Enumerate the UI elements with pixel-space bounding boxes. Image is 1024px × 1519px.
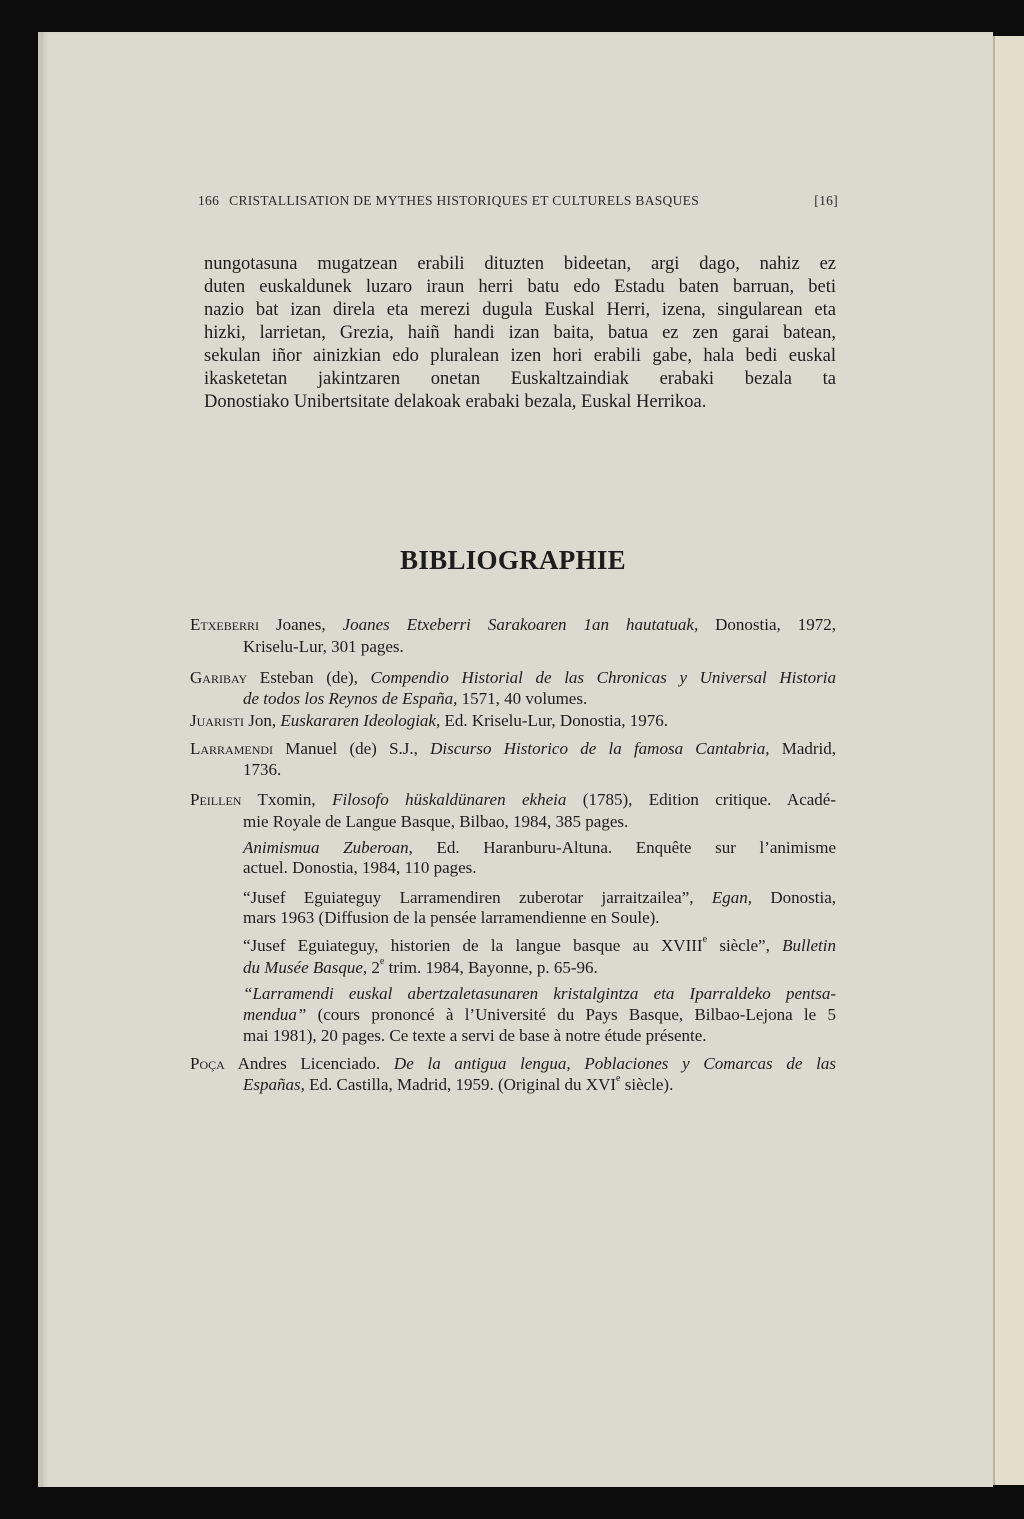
bibliography-line xyxy=(190,667,836,688)
section-number: [16] xyxy=(814,193,838,208)
bibliography-line xyxy=(190,614,836,635)
paragraph-line: nungotasuna mugatzean erabili dituzten bideetan, argi dago, nahiz ez xyxy=(204,254,836,274)
bibliography-line xyxy=(243,1004,836,1025)
next-page-edge xyxy=(993,36,1024,1485)
citation-text: Manuel (de) S.J., xyxy=(273,739,431,758)
citation-text: actuel. Donostia, 1984, 110 pages. xyxy=(243,858,477,877)
title-text: Bulletin xyxy=(782,936,836,955)
paragraph-line: nazio bat izan direla eta merezi dugula Euskal Herri, izena, singularean eta xyxy=(204,300,836,320)
author-name: Poça xyxy=(190,1054,225,1073)
citation-text: “Jusef Eguiateguy Larramendiren zuberotar jarraitzailea”, xyxy=(243,888,712,907)
title-text: Discurso Historico de la famosa Cantabria, xyxy=(430,739,770,758)
bibliography-line xyxy=(243,887,836,908)
paragraph-line: sekulan iñor ainizkian edo pluralean izen hori erabili gabe, hala bedi euskal xyxy=(204,346,836,366)
citation-text: Ed. Castilla, Madrid, 1959. (Original du XVI xyxy=(304,1075,617,1094)
bibliography-line xyxy=(243,957,836,978)
bibliography-line xyxy=(243,811,836,832)
citation-text: Donostia, 1972, xyxy=(698,615,836,634)
title-text: du Musée Basque, xyxy=(243,958,368,977)
paragraph-line: duten euskaldunek luzaro iraun herri batu edo Estadu baten barruan, beti xyxy=(204,277,836,297)
citation-text: (cours prononcé à l’Université du Pays Basque, Bilbao-Lejona le 5 xyxy=(306,1005,836,1024)
bibliography-line xyxy=(243,857,836,878)
title-text: mendua” xyxy=(243,1005,307,1024)
citation-text: siècle”, xyxy=(707,936,783,955)
title-text: Españas, xyxy=(243,1075,305,1094)
superscript: e xyxy=(616,1073,621,1084)
citation-text: “Jusef Eguiateguy, historien de la langue basque au XVIII xyxy=(243,936,703,955)
title-text: Egan, xyxy=(711,888,752,907)
title-text: Joanes Etxeberri Sarakoaren 1an hautatuak, xyxy=(342,615,699,634)
paragraph-line: hizki, larrietan, Grezia, haiñ handi izan baita, batua ez zen garai batean, xyxy=(204,323,836,343)
title-text: de todos los Reynos de España, xyxy=(243,689,458,708)
section-heading: BIBLIOGRAPHIE xyxy=(400,545,626,575)
bibliography-line xyxy=(243,935,836,956)
page-number: 166 xyxy=(198,193,220,208)
citation-text: siècle). xyxy=(620,1075,674,1094)
bibliography-line xyxy=(243,907,836,928)
title-text: Compendio Historial de las Chronicas y Universal Historia xyxy=(370,668,836,687)
running-header xyxy=(198,193,838,209)
bibliography-line xyxy=(243,1025,836,1046)
citation-text: 1736. xyxy=(243,760,282,779)
author-name: Juaristi xyxy=(190,711,244,730)
citation-text: Joanes, xyxy=(259,615,343,634)
body-paragraph xyxy=(204,253,836,414)
author-name: Peillen xyxy=(190,790,242,809)
citation-text: (1785), Edition critique. Acadé- xyxy=(566,790,836,809)
author-name: Garibay xyxy=(190,668,248,687)
title-text: Animismua Zuberoan, xyxy=(243,838,413,857)
citation-text: mie Royale de Langue Basque, Bilbao, 1984, 385 pages. xyxy=(243,812,629,831)
citation-text: Donostia, xyxy=(752,888,836,907)
citation-text: 2 xyxy=(367,958,380,977)
citation-text: Ed. Kriselu-Lur, Donostia, 1976. xyxy=(440,711,669,730)
bibliography-line xyxy=(243,983,836,1004)
bibliography-line xyxy=(190,789,836,810)
running-title: CRISTALLISATION DE MYTHES HISTORIQUES ET CULTURELS BASQUES xyxy=(229,193,700,208)
bibliography-line xyxy=(243,1074,836,1095)
citation-text: mars 1963 (Diffusion de la pensée larramendienne en Soule). xyxy=(243,908,660,927)
bibliography-line xyxy=(243,759,836,780)
citation-text: Madrid, xyxy=(769,739,837,758)
citation-text: Txomin, xyxy=(241,790,333,809)
bibliography-line xyxy=(190,738,836,759)
author-name: Larramendi xyxy=(190,739,274,758)
title-text: Euskararen Ideologiak, xyxy=(280,711,441,730)
bibliography-line xyxy=(243,636,836,657)
citation-text: trim. 1984, Bayonne, p. 65-96. xyxy=(384,958,598,977)
paragraph-line: ikasketetan jakintzaren onetan Euskaltzaindiak erabaki bezala ta xyxy=(204,369,836,389)
citation-text: 1571, 40 volumes. xyxy=(457,689,588,708)
title-text: Filosofo hüskaldünaren ekheia xyxy=(332,790,567,809)
citation-text: Jon, xyxy=(243,711,281,730)
citation-text: Esteban (de), xyxy=(247,668,371,687)
title-text: De la antigua lengua, Poblaciones y Comarcas de las xyxy=(393,1054,836,1073)
citation-text: Andres Licenciado. xyxy=(224,1054,394,1073)
citation-text: Ed. Haranburu-Altuna. Enquête sur l’animisme xyxy=(412,838,836,857)
paragraph-line: Donostiako Unibertsitate delakoak erabaki bezala, Euskal Herrikoa. xyxy=(204,392,707,412)
citation-text: mai 1981), 20 pages. Ce texte a servi de base à notre étude présente. xyxy=(243,1026,707,1045)
title-text: “Larramendi euskal abertzaletasunaren kristalgintza eta Iparraldeko pentsa- xyxy=(243,984,836,1003)
bibliography-line xyxy=(243,837,836,858)
bibliography-line xyxy=(190,1053,836,1074)
bibliography-line xyxy=(243,688,836,709)
superscript: e xyxy=(379,956,385,967)
superscript: e xyxy=(702,934,708,945)
bibliography-line xyxy=(190,710,836,731)
citation-text: Kriselu-Lur, 301 pages. xyxy=(243,637,404,656)
author-name: Etxeberri xyxy=(190,615,260,634)
